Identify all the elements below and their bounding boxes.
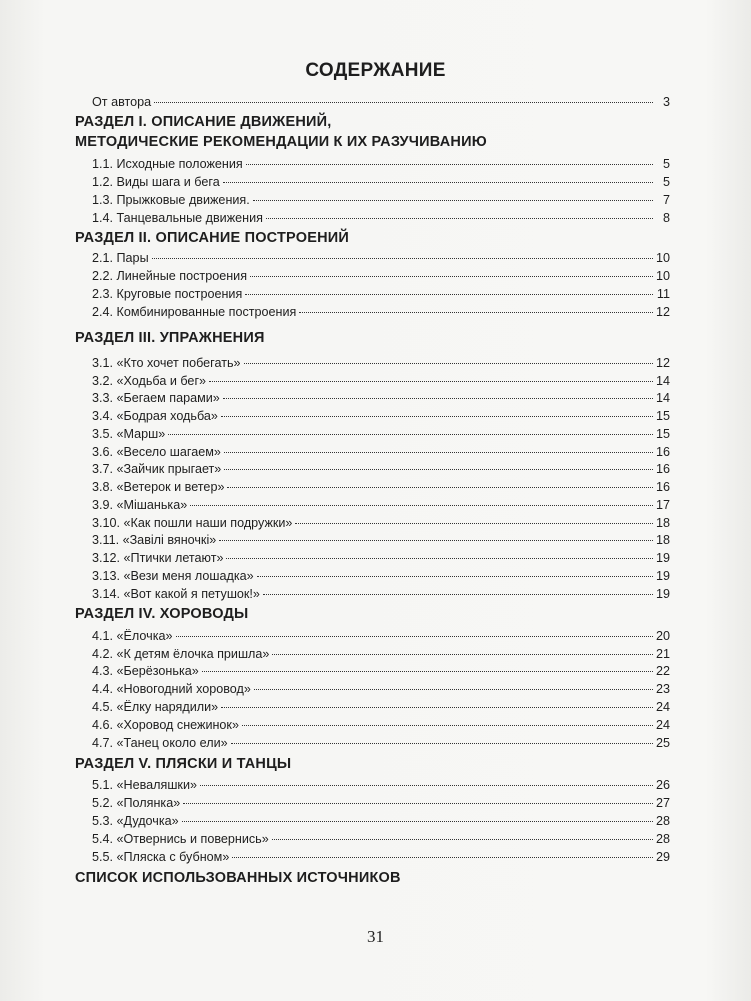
toc-entry-page: 5	[662, 175, 670, 189]
dot-leader	[244, 363, 653, 364]
toc-entry	[92, 426, 670, 443]
dot-leader	[221, 707, 653, 708]
section-heading: РАЗДЕЛ I. ОПИСАНИЕ ДВИЖЕНИЙ,	[75, 114, 332, 130]
toc-entry	[92, 210, 670, 227]
toc-entry	[92, 699, 670, 716]
toc-entry-label: 4.6. «Хоровод снежинок»	[92, 718, 239, 732]
toc-entry-label: 3.13. «Вези меня лошадка»	[92, 569, 254, 583]
dot-leader	[272, 839, 653, 840]
toc-entry-label: 1.4. Танцевальные движения	[92, 211, 263, 225]
dot-leader	[299, 312, 653, 313]
dot-leader	[226, 558, 653, 559]
toc-entry-label: 1.2. Виды шага и бега	[92, 175, 220, 189]
toc-entry	[92, 497, 670, 514]
toc-entry-page: 14	[655, 391, 670, 405]
toc-entry	[92, 663, 670, 680]
toc-entry	[92, 795, 670, 812]
toc-entry	[92, 831, 670, 848]
toc-entry-label: От автора	[92, 95, 152, 109]
toc-entry	[92, 735, 670, 752]
toc-entry-label: 4.5. «Ёлку нарядили»	[92, 700, 219, 714]
dot-leader	[223, 182, 653, 183]
toc-entry	[92, 156, 670, 173]
toc-entry-label: 5.3. «Дудочка»	[92, 814, 179, 828]
dot-leader	[154, 102, 653, 103]
dot-leader	[295, 523, 653, 524]
page-number: 31	[367, 927, 384, 946]
toc-entry-label: 4.7. «Танец около ели»	[92, 736, 228, 750]
dot-leader	[224, 452, 653, 453]
toc-entry	[92, 568, 670, 585]
toc-entry-page: 24	[655, 718, 670, 732]
dot-leader	[227, 487, 653, 488]
dot-leader	[224, 469, 653, 470]
toc-entry	[92, 174, 670, 191]
dot-leader	[182, 821, 653, 822]
dot-leader	[209, 381, 653, 382]
toc-entry-page: 17	[655, 498, 670, 512]
toc-entry	[92, 586, 670, 603]
toc-entry-label: 3.5. «Марш»	[92, 427, 166, 441]
toc-entry	[92, 532, 670, 549]
dot-leader	[266, 218, 653, 219]
toc-entry	[92, 646, 670, 663]
toc-entry-page: 16	[655, 462, 670, 476]
toc-entry-label: 5.1. «Неваляшки»	[92, 778, 197, 792]
toc-entry-label: 2.1. Пары	[92, 251, 149, 265]
toc-entry-page: 23	[655, 682, 670, 696]
toc-entry-label: 2.3. Круговые построения	[92, 287, 243, 301]
toc-entry-page: 15	[655, 409, 670, 423]
dot-leader	[231, 743, 653, 744]
toc-entry-page: 10	[655, 251, 670, 265]
toc-entry	[92, 304, 670, 321]
section-heading: РАЗДЕЛ II. ОПИСАНИЕ ПОСТРОЕНИЙ	[75, 230, 349, 246]
section-heading: РАЗДЕЛ III. УПРАЖНЕНИЯ	[75, 330, 265, 346]
dot-leader	[168, 434, 653, 435]
toc-entry-page: 29	[655, 850, 670, 864]
dot-leader	[223, 398, 653, 399]
toc-entry-label: 3.11. «Завілі вяночкі»	[92, 533, 217, 547]
dot-leader	[245, 294, 653, 295]
toc-entry-page: 10	[655, 269, 670, 283]
toc-entry-page: 3	[662, 95, 670, 109]
dot-leader	[152, 258, 653, 259]
toc-entry-page: 19	[655, 587, 670, 601]
toc-entry	[92, 717, 670, 734]
dot-leader	[219, 540, 653, 541]
toc-entry-page: 19	[655, 551, 670, 565]
dot-leader	[263, 594, 653, 595]
toc-entry-page: 8	[662, 211, 670, 225]
dot-leader	[176, 636, 653, 637]
toc-entry-page: 12	[655, 356, 670, 370]
dot-leader	[246, 164, 653, 165]
dot-leader	[253, 200, 653, 201]
toc-entry	[92, 268, 670, 285]
toc-entry	[92, 355, 670, 372]
toc-entry-label: 5.4. «Отвернись и повернись»	[92, 832, 269, 846]
toc-entry	[92, 550, 670, 567]
toc-entry	[92, 390, 670, 407]
toc-entry-label: 3.12. «Птички летают»	[92, 551, 224, 565]
toc-entry-page: 21	[655, 647, 670, 661]
toc-entry-label: 1.3. Прыжковые движения.	[92, 193, 250, 207]
toc-entry-intro	[92, 94, 670, 111]
toc-entry-page: 26	[655, 778, 670, 792]
page-title: СОДЕРЖАНИЕ	[305, 60, 446, 81]
dot-leader	[221, 416, 653, 417]
toc-entry-page: 19	[655, 569, 670, 583]
toc-entry	[92, 444, 670, 461]
toc-entry	[92, 479, 670, 496]
toc-entry-page: 12	[655, 305, 670, 319]
toc-entry	[92, 373, 670, 390]
toc-entry	[92, 515, 670, 532]
toc-entry-page: 15	[655, 427, 670, 441]
dot-leader	[272, 654, 653, 655]
dot-leader	[183, 803, 653, 804]
dot-leader	[257, 576, 653, 577]
toc-entry	[92, 192, 670, 209]
dot-leader	[254, 689, 653, 690]
toc-entry-page: 5	[662, 157, 670, 171]
section-heading-sources: СПИСОК ИСПОЛЬЗОВАННЫХ ИСТОЧНИКОВ	[75, 870, 401, 886]
dot-leader	[202, 671, 653, 672]
toc-entry-label: 5.2. «Полянка»	[92, 796, 181, 810]
toc-entry-page: 7	[662, 193, 670, 207]
toc-entry-label: 3.3. «Бегаем парами»	[92, 391, 220, 405]
toc-entry-label: 2.4. Комбинированные построения	[92, 305, 297, 319]
toc-entry-page: 28	[655, 814, 670, 828]
toc-entry-page: 27	[655, 796, 670, 810]
toc-entry	[92, 408, 670, 425]
toc-entry-page: 18	[655, 533, 670, 547]
toc-entry-page: 20	[655, 629, 670, 643]
toc-entry	[92, 628, 670, 645]
toc-entry-page: 25	[655, 736, 670, 750]
toc-entry	[92, 250, 670, 267]
toc-entry-label: 3.2. «Ходьба и бег»	[92, 374, 207, 388]
toc-entry	[92, 813, 670, 830]
toc-entry-label: 3.4. «Бодрая ходьба»	[92, 409, 218, 423]
toc-entry-label: 4.2. «К детям ёлочка пришла»	[92, 647, 270, 661]
toc-entry-label: 3.7. «Зайчик прыгает»	[92, 462, 222, 476]
toc-entry-page: 22	[655, 664, 670, 678]
toc-entry	[92, 681, 670, 698]
toc-entry-label: 3.14. «Вот какой я петушок!»	[92, 587, 260, 601]
toc-entry	[92, 461, 670, 478]
dot-leader	[242, 725, 653, 726]
toc-entry-label: 4.4. «Новогодний хоровод»	[92, 682, 251, 696]
dot-leader	[190, 505, 653, 506]
toc-entry-page: 16	[655, 480, 670, 494]
toc-entry-label: 3.10. «Как пошли наши подружки»	[92, 516, 293, 530]
toc-entry	[92, 777, 670, 794]
dot-leader	[200, 785, 653, 786]
toc-entry-page: 24	[655, 700, 670, 714]
toc-entry-label: 3.8. «Ветерок и ветер»	[92, 480, 225, 494]
toc-entry	[92, 849, 670, 866]
section-heading: РАЗДЕЛ V. ПЛЯСКИ И ТАНЦЫ	[75, 756, 292, 772]
toc-entry-page: 28	[655, 832, 670, 846]
toc-entry-label: 3.9. «Мішанька»	[92, 498, 188, 512]
toc-entry-page: 11	[656, 287, 670, 301]
toc-entry-label: 2.2. Линейные построения	[92, 269, 248, 283]
dot-leader	[250, 276, 653, 277]
toc-entry-label: 5.5. «Пляска с бубном»	[92, 850, 230, 864]
toc-entry-label: 4.3. «Берёзонька»	[92, 664, 199, 678]
toc-entry	[92, 286, 670, 303]
toc-entry-label: 4.1. «Ёлочка»	[92, 629, 173, 643]
toc-entry-page: 14	[655, 374, 670, 388]
section-heading: МЕТОДИЧЕСКИЕ РЕКОМЕНДАЦИИ К ИХ РАЗУЧИВАНИЮ	[75, 134, 487, 150]
toc-entry-label: 1.1. Исходные положения	[92, 157, 243, 171]
toc-entry-label: 3.6. «Весело шагаем»	[92, 445, 221, 459]
dot-leader	[232, 857, 653, 858]
section-heading: РАЗДЕЛ IV. ХОРОВОДЫ	[75, 606, 249, 622]
toc-entry-page: 16	[655, 445, 670, 459]
toc-entry-page: 18	[655, 516, 670, 530]
toc-entry-label: 3.1. «Кто хочет побегать»	[92, 356, 241, 370]
